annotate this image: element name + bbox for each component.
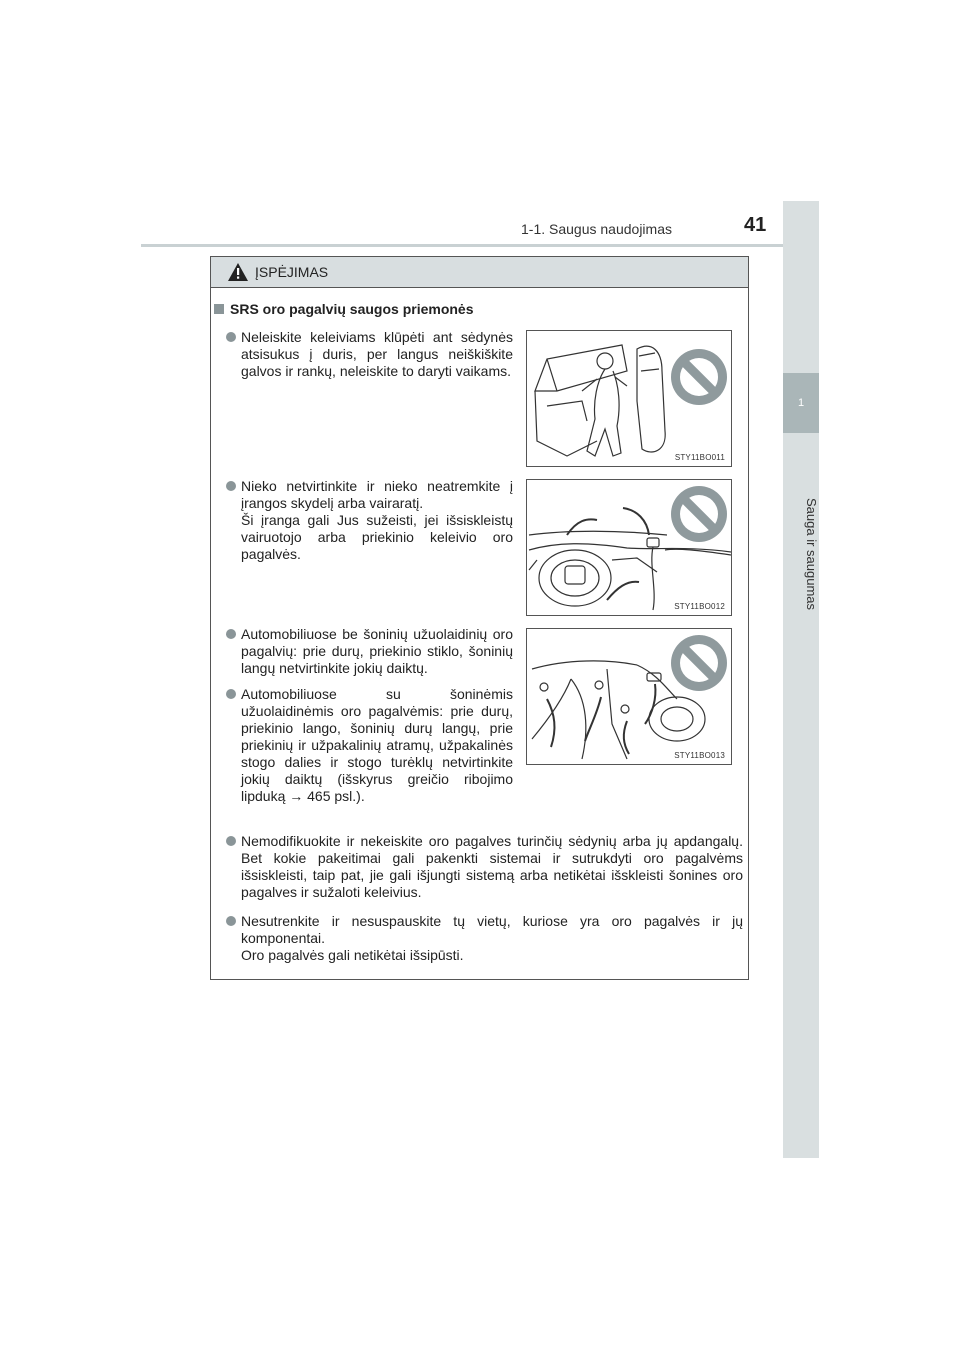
chapter-side-tab bbox=[783, 201, 819, 1158]
item-text: Automobiliuose be šoninių užuolaidinių oro pagalvių: prie durų, priekinio stiklo, šoninių langų netvirtinkite jokių daiktų. bbox=[241, 626, 513, 676]
list-item bbox=[241, 478, 513, 563]
warning-box bbox=[210, 256, 749, 980]
square-bullet-icon bbox=[214, 304, 224, 314]
list-item bbox=[241, 329, 513, 380]
header-title: 1-1. Saugus naudojimas bbox=[521, 221, 672, 237]
illustration-code: STY11BO013 bbox=[674, 751, 725, 760]
list-item bbox=[241, 833, 743, 901]
section-title bbox=[214, 301, 474, 317]
list-item bbox=[241, 626, 513, 677]
item-text: Automobiliuose su šoninėmis užuolaidinėmis oro pagalvėmis: prie durų, priekinio lango, šoninių durų langų, prie priekinių ir užpakalinių atramų, užpakalinės stogo dalies ir stogo turėklų netvirtinkite jokių daiktų (išskyrus greičio ribojimo lipduką → 465 psl.). bbox=[241, 686, 513, 804]
bullet-icon bbox=[226, 916, 236, 926]
list-item bbox=[241, 686, 513, 805]
section-title-text: SRS oro pagalvių saugos priemonės bbox=[230, 301, 474, 317]
illustration-side-windows bbox=[526, 628, 732, 765]
bullet-icon bbox=[226, 689, 236, 699]
item-text: Neleiskite keleiviams klūpėti ant sėdynės atsisukus į duris, per langus neiškiškite galvos ir rankų, neleiskite to daryti vaikams. bbox=[241, 329, 513, 379]
bullet-icon bbox=[226, 481, 236, 491]
bullet-icon bbox=[226, 629, 236, 639]
bullet-icon bbox=[226, 332, 236, 342]
dashboard-illustration bbox=[527, 480, 732, 616]
passenger-kneeling-illustration bbox=[527, 331, 732, 467]
chapter-label: Sauga ir saugumas bbox=[804, 497, 819, 610]
item-text: Nemodifikuokite ir nekeiskite oro pagalves turinčių sėdynių arba jų apdangalų. Bet kokie pakeitimai gali pakenkti sistemai ir sutrukdyti oro pagalvėms išsiskleisti, taip pat, jie gali išjungti sistemą arba netikėtai išskleisti šonines oro pagalves ir sužaloti keleivius. bbox=[241, 833, 743, 900]
illustration-kneeling-passenger bbox=[526, 330, 732, 467]
chapter-number: 1 bbox=[783, 373, 819, 433]
warning-heading-text: ĮSPĖJIMAS bbox=[255, 264, 329, 280]
item-text: Oro pagalvės gali netikėtai išsipūsti. bbox=[241, 947, 464, 963]
item-text: Nieko netvirtinkite ir nieko neatremkite į įrangos skydelį arba vairaratį. bbox=[241, 478, 513, 511]
item-text: Ši įranga gali Jus sužeisti, jei išsiskleistų vairuotojo arba priekinio keleivio oro pagalvės. bbox=[241, 512, 513, 562]
warning-triangle-icon bbox=[227, 262, 249, 282]
page-number: 41 bbox=[744, 214, 767, 236]
bullet-icon bbox=[226, 836, 236, 846]
header-rule bbox=[141, 244, 819, 247]
item-text: Nesutrenkite ir nesuspauskite tų vietų, kuriose yra oro pagalvės ir jų komponentai. bbox=[241, 913, 743, 946]
list-item bbox=[241, 913, 743, 964]
illustration-code: STY11BO011 bbox=[674, 453, 725, 462]
illustration-dashboard bbox=[526, 479, 732, 616]
side-windows-illustration bbox=[527, 629, 732, 765]
illustration-code: STY11BO012 bbox=[674, 602, 725, 611]
warning-heading bbox=[211, 257, 748, 288]
